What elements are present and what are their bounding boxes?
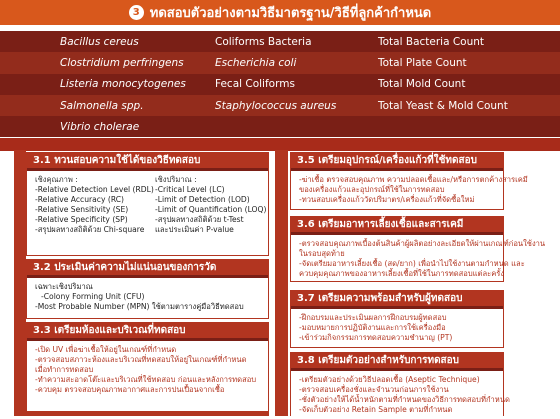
step-number: 3 bbox=[129, 5, 144, 20]
trunk-bar-left bbox=[14, 150, 26, 416]
box-title: 3.8 เตรียมตัวอย่างสำหรับการทดสอบ bbox=[291, 353, 503, 371]
box-3-1: 3.1 ทวนสอบความใช้ได้ของวิธีทดสอบ เชิงคุณภาพ : -Relative Detection Level (RDL) -Relative Accuracy (RC) -Relative Sensitivity (SE) -Relative Specificity (SP) -สรุปผลทางสถิติด้วย Chi-square เชิงปริมาณ : -Critical Level (LC) -Limit of Detection (LOD) -Limit of Quantification (LOQ) -สรุปผลทางสถิติด้วย t-Test และประเมินค่า P-value bbox=[26, 152, 269, 256]
organism-row: Clostridium perfringens Escherichia coli Total Plate Count bbox=[0, 52, 560, 73]
box-title: 3.5 เตรียมอุปกรณ์/เครื่องแก้วที่ใช้ทดสอบ bbox=[291, 153, 503, 171]
organism-row: Vibrio cholerae bbox=[0, 116, 560, 137]
organism-row: Salmonella spp. Staphylococcus aureus Total Yeast & Mold Count bbox=[0, 95, 560, 116]
organisms-table bbox=[0, 31, 560, 137]
next-box-edge bbox=[26, 411, 269, 416]
box-3-7: 3.7 เตรียมความพร้อมสำหรับผู้ทดสอบ -ฝึกอบรมและประเมินผลการฝึกอบรมผู้ทดสอบ -มอบหมายการปฏิบัติงานและการใช้เครื่องมือ -เข้าร่วมกิจกรรมการทดสอบความชำนาญ (PT) bbox=[290, 290, 504, 348]
trunk-bar-right bbox=[275, 150, 288, 416]
box-title: 3.6 เตรียมอาหารเลี้ยงเชื้อและสารเคมี bbox=[291, 217, 503, 235]
box-title: 3.1 ทวนสอบความใช้ได้ของวิธีทดสอบ bbox=[27, 153, 268, 171]
section-header bbox=[0, 0, 560, 25]
box-title: 3.2 ประเมินค่าความไม่แน่นอนของการวัด bbox=[27, 260, 268, 278]
box-3-2: 3.2 ประเมินค่าความไม่แน่นอนของการวัด เฉพาะเชิงปริมาณ -Colony Forming Unit (CFU) -Most Probable Number (MPN) ใช้ตามตารางคู่มือวิธีทดสอบ bbox=[26, 259, 269, 319]
box-title: 3.3 เตรียมห้องและบริเวณที่ทดสอบ bbox=[27, 323, 268, 341]
box-3-6: 3.6 เตรียมอาหารเลี้ยงเชื้อและสารเคมี -ตรวจสอบคุณภาพเบื้องต้นสินค้าผู้ผลิตอย่างละเอียดให้ผ่านเกณฑ์ก่อนใช้งาน ในรอบสุดท้าย -จัดเตรียมอาหารเลี้ยงเชื้อ (สด/ยาก) เพื่อนำไปใช้งานตามกำหนด และ ควบคุมคุณภาพของอาหารเลี้ยงเชื้อที่ใช้ในการทดสอบแต่ละครั้ง bbox=[290, 216, 504, 282]
box-3-3: 3.3 เตรียมห้องและบริเวณที่ทดสอบ -เปิด UV เพื่อฆ่าเชื้อให้อยู่ในเกณฑ์ที่กำหนด -ตรวจสอบสภาวะห้องและบริเวณที่ทดสอบให้อยู่ในเกณฑ์ที่กำหนด เมื่อทำการทดสอบ -ทำความสะอาดโต๊ะและบริเวณที่ใช้ทดสอบ ก่อนและหลังการทดสอบ -ควบคุม ตรวจสอบคุณภาพอากาศและการปนเปื้อนจากเชื้อ bbox=[26, 322, 269, 416]
organism-row: Bacillus cereus Coliforms Bacteria Total Bacteria Count bbox=[0, 31, 560, 52]
section-title: ทดสอบตัวอย่างตามวิธีมาตรฐาน/วิธีที่ลูกค้ากำหนด bbox=[149, 6, 432, 21]
box-3-8: 3.8 เตรียมตัวอย่างสำหรับการทดสอบ -เตรียมตัวอย่างด้วยวิธีปลอดเชื้อ (Aseptic Technique) -ตรวจสอบเครื่องชั่งและจำนวนก่อนการใช้งาน -ชั่งตัวอย่างให้ได้น้ำหนักตามที่กำหนดของวิธีการทดสอบที่กำหนด -จัดเก็บตัวอย่าง Retain Sample ตามที่กำหนด bbox=[290, 352, 504, 416]
box-3-5: 3.5 เตรียมอุปกรณ์/เครื่องแก้วที่ใช้ทดสอบ -ฆ่าเชื้อ ตรวจสอบคุณภาพ ความปลอดเชื้อและ/หรือการตกค้างสารเคมี ของเครื่องแก้วและอุปกรณ์ที่ใช้ในการทดสอบ -ทวนสอบเครื่องแก้ววัดปริมาตร/เครื่องแก้วที่จัดซื้อใหม่ bbox=[290, 152, 504, 210]
box-title: 3.7 เตรียมความพร้อมสำหรับผู้ทดสอบ bbox=[291, 291, 503, 309]
organism-row: Listeria monocytogenes Fecal Coliforms Total Mold Count bbox=[0, 74, 560, 95]
